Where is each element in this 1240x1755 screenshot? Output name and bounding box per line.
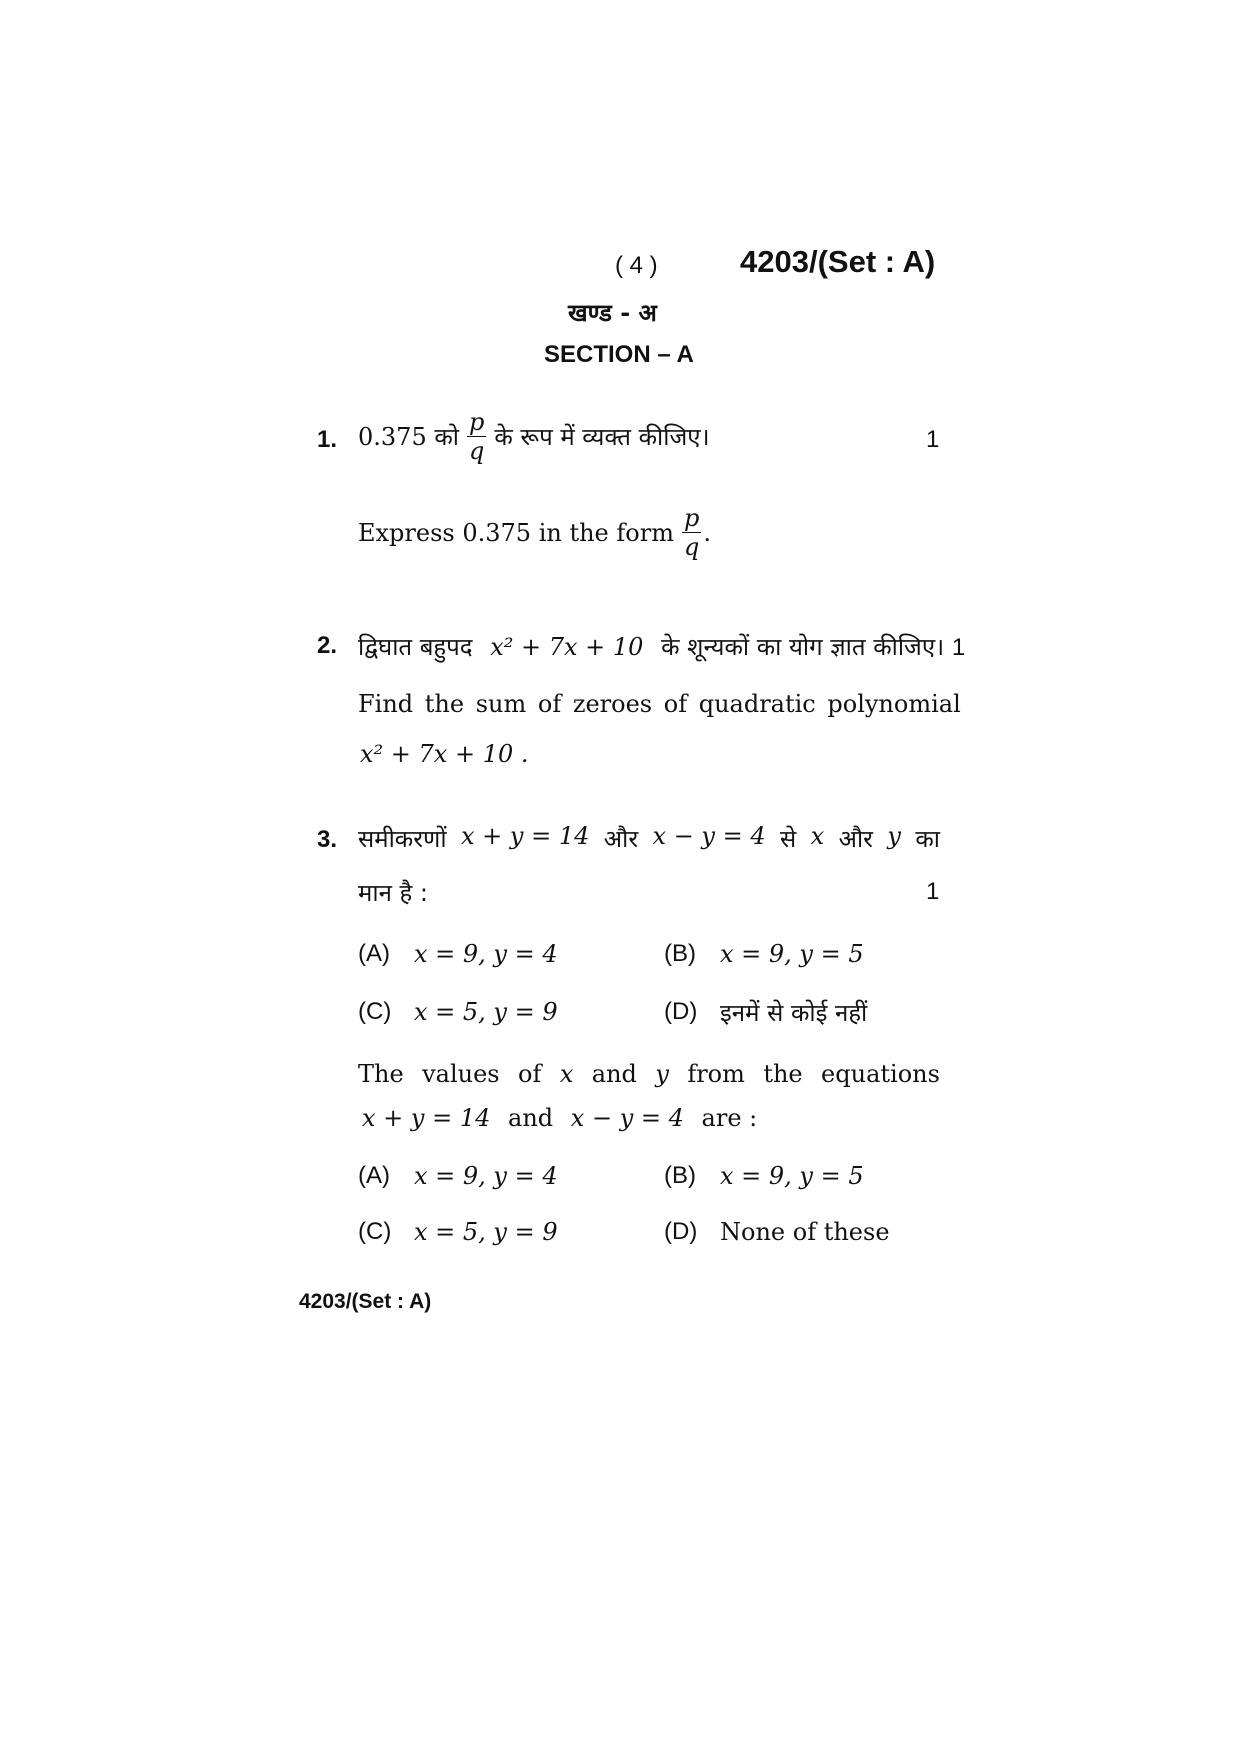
q3-e-word-1: The [358,1060,404,1088]
q3-english-option-a-value: x = 9, y = 4 [414,1162,558,1190]
q1-english-fraction [682,506,701,559]
q3-e-word-2: values [422,1060,500,1088]
question-1-number: 1. [317,426,338,453]
section-title-hindi: खण्ड - अ [568,299,657,327]
q1-hindi-fraction [467,410,486,463]
q3-h-word-3: से [780,825,797,853]
paper-code-header: 4203/(Set : A) [740,244,936,279]
q3-e-are: are : [701,1104,758,1132]
q2-hindi-before: द्विघात बहुपद [358,633,473,661]
q3-e-and: and [508,1104,554,1132]
question-2-number: 2. [317,632,338,659]
question-1-english [358,506,711,559]
q3-english-option-d-value: None of these [720,1218,890,1246]
q2-hindi-polynomial: x² + 7x + 10 [490,633,644,661]
question-3-hindi-line-2: मान है : [358,879,428,907]
page-number: ( 4 ) [615,252,658,279]
question-3-marks: 1 [926,878,940,905]
section-title-english: SECTION – A [544,341,694,368]
q1-english-before: Express 0.375 in the form [358,518,674,547]
q3-h-word-2: और [603,825,639,853]
q3-e-word-4: and [591,1060,637,1088]
q3-english-option-b-label: (B) [664,1162,696,1189]
fraction-denominator: q [683,533,700,561]
fraction-numerator: p [683,504,700,532]
fraction-numerator: p [468,408,485,436]
q3-hindi-option-d-label: (D) [664,998,698,1025]
q2-hindi-after: के शून्यकों का योग ज्ञात कीजिए। [661,633,945,661]
q3-h-var-2: y [887,822,901,850]
q3-h-var-1: x [810,822,825,850]
q3-e-var-2: y [655,1060,669,1088]
q3-english-option-a-label: (A) [358,1162,390,1189]
paper-code-footer: 4203/(Set : A) [299,1290,432,1313]
q3-hindi-option-b-value: x = 9, y = 5 [720,940,864,968]
question-1-hindi [358,410,710,463]
q3-e-var-1: x [559,1060,574,1088]
question-2-english-line-1: Find the sum of zeroes of quadratic polynomial [358,690,961,718]
question-3-hindi-line-1 [358,822,940,855]
q3-h-word-5: का [915,825,940,853]
question-2-marks: 1 [951,634,966,661]
q3-hindi-option-c-label: (C) [358,998,392,1025]
q1-english-after: . [703,518,711,547]
q3-h-equation-2: x − y = 4 [652,822,766,850]
q3-english-option-d-label: (D) [664,1218,698,1245]
q3-e-equation-1: x + y = 14 [362,1104,491,1132]
q1-hindi-after: के रूप में व्यक्त कीजिए। [494,423,710,451]
q3-h-word-1: समीकरणों [358,825,447,853]
question-3-english-line-2 [362,1104,757,1132]
q3-e-word-3: of [518,1060,542,1088]
q3-e-equation-2: x − y = 4 [570,1104,684,1132]
q3-hindi-option-b-label: (B) [664,940,696,967]
q3-hindi-option-c-value: x = 5, y = 9 [414,998,558,1026]
question-3-english-line-1 [358,1060,940,1088]
q3-english-option-b-value: x = 9, y = 5 [720,1162,864,1190]
question-3-number: 3. [317,826,338,853]
q1-hindi-before: 0.375 को [358,423,459,451]
q3-hindi-option-a-value: x = 9, y = 4 [414,940,558,968]
q3-h-equation-1: x + y = 14 [461,822,590,850]
fraction-denominator: q [468,437,485,465]
q3-e-word-7: equations [821,1060,940,1088]
q3-english-option-c-label: (C) [358,1218,392,1245]
q3-e-word-6: the [763,1060,803,1088]
question-2-english-line-2: x² + 7x + 10 . [360,740,529,768]
q3-hindi-option-a-label: (A) [358,940,390,967]
q3-h-word-4: और [838,825,873,853]
q3-hindi-option-d-value: इनमें से कोई नहीं [720,999,868,1027]
question-2-hindi [358,630,965,663]
question-1-marks: 1 [926,426,940,453]
q3-english-option-c-value: x = 5, y = 9 [414,1218,558,1246]
q3-e-word-5: from [687,1060,745,1088]
